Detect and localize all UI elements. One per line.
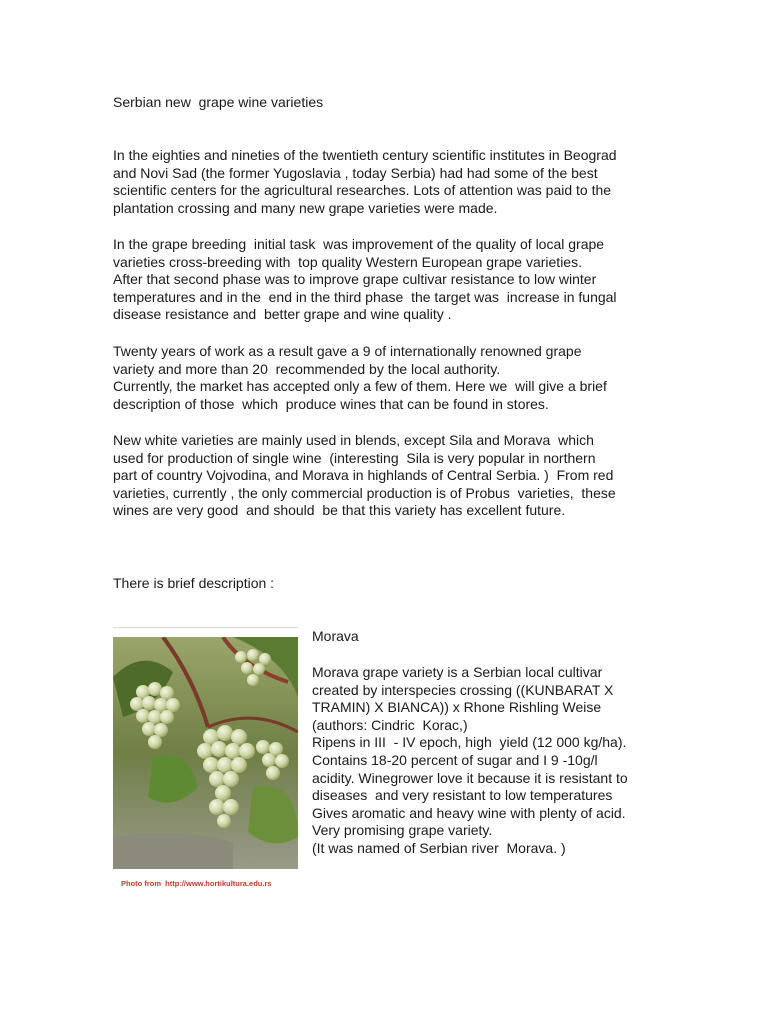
text-line: Contains 18-20 percent of sugar and I 9 -10g/l <box>312 751 598 768</box>
text-line: Ripens in III - IV epoch, high yield (12 000 kg/ha). <box>312 734 627 751</box>
text-line: After that second phase was to improve grape cultivar resistance to low winter <box>113 271 597 287</box>
text-line: Currently, the market has accepted only a few of them. Here we will give a brief <box>113 378 607 394</box>
text-line: Gives aromatic and heavy wine with plenty of acid. <box>312 804 626 821</box>
text-line: diseases and very resistant to low temperatures <box>312 787 613 804</box>
brief-description-heading: There is brief description : <box>113 575 275 591</box>
text-line: wines are very good and should be that this variety has excellent future. <box>113 502 566 518</box>
variety-name: Morava <box>312 628 359 644</box>
photo-caption: Photo from http://www.hortikultura.edu.rs <box>121 879 272 888</box>
text-line: plantation crossing and many new grape varieties were made. <box>113 199 498 216</box>
text-line: used for production of single wine (interesting Sila is very popular in northern <box>113 449 596 466</box>
text-line: created by interspecies crossing ((KUNBARAT X <box>312 681 614 698</box>
text-line: acidity. Winegrower love it because it is resistant to <box>312 769 628 786</box>
paragraph-varieties <box>113 432 673 520</box>
text-line: In the grape breeding initial task was improvement of the quality of local grape <box>113 236 605 252</box>
text-line: New white varieties are mainly used in blends, except Sila and Morava which <box>113 432 594 448</box>
text-line: (authors: Cindric Korac,) <box>312 716 468 733</box>
text-line: In the eighties and nineties of the twentieth century scientific institutes in Beograd <box>113 147 617 163</box>
text-line: Very promising grape variety. <box>312 822 493 839</box>
text-line: description of those which produce wines that can be found in stores. <box>113 395 549 412</box>
text-line: and Novi Sad (the former Yugoslavia , today Serbia) had had some of the best <box>113 164 598 181</box>
text-line: scientific centers for the agricultural researches. Lots of attention was paid to the <box>113 182 612 198</box>
grape-photo <box>113 637 298 869</box>
text-line: varieties, currently , the only commercial production is of Probus varieties, these <box>113 484 616 501</box>
text-line: disease resistance and better grape and wine quality . <box>113 306 452 322</box>
text-line: variety and more than 20 recommended by the local authority. <box>113 360 501 377</box>
paragraph-intro <box>113 147 673 217</box>
text-line: part of country Vojvodina, and Morava in highlands of Central Serbia. ) From red <box>113 467 614 483</box>
text-line: varieties cross-breeding with top quality Western European grape varieties. <box>113 253 582 270</box>
text-line: Twenty years of work as a result gave a 9 of internationally renowned grape <box>113 343 582 359</box>
grape-cluster-illustration <box>113 637 298 869</box>
variety-description <box>312 664 662 858</box>
text-line: TRAMIN) X BIANCA)) x Rhone Rishling Weise <box>312 699 602 716</box>
text-line: (It was named of Serbian river Morava. ) <box>312 839 566 856</box>
text-line: temperatures and in the end in the third phase the target was increase in fungal <box>113 288 617 305</box>
photo-divider <box>113 627 298 628</box>
paragraph-breeding <box>113 236 673 324</box>
text-line: Morava grape variety is a Serbian local cultivar <box>312 664 603 680</box>
paragraph-results <box>113 343 673 413</box>
document-title: Serbian new grape wine varieties <box>113 94 324 110</box>
